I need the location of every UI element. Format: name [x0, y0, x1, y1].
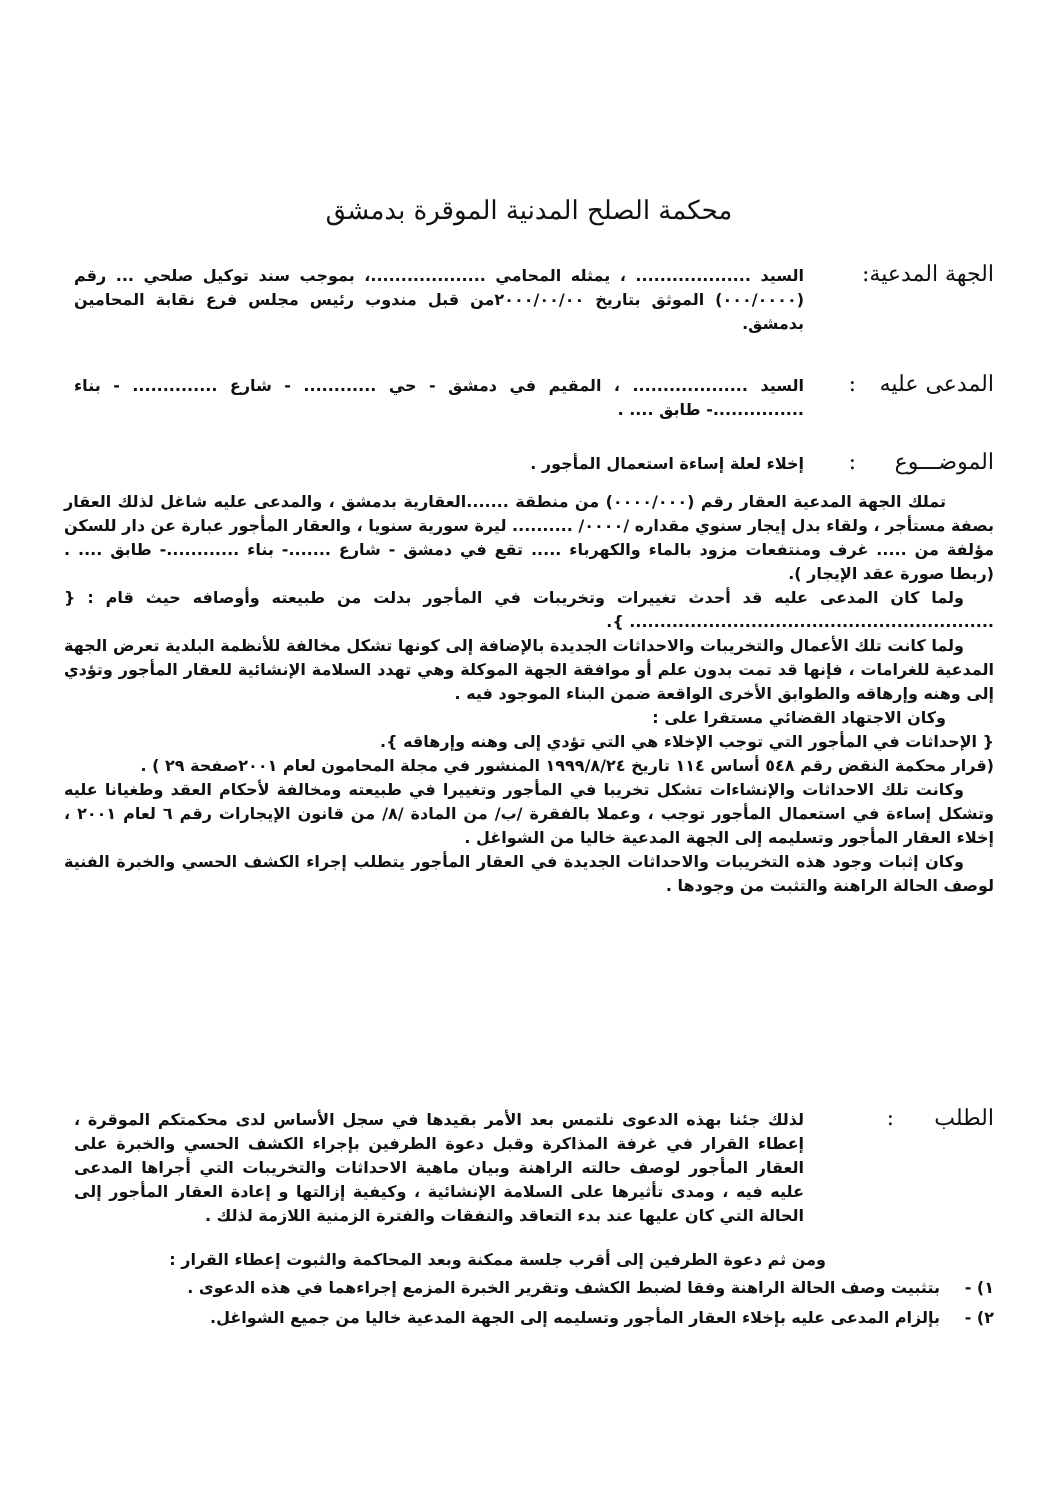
defendant-text: السيد ................... ، المقيم في دمشق - حي ............ - شارع .............. - بناء ...............- طابق .... .	[74, 376, 804, 419]
body-paragraph: وكان إثبات وجود هذه التخريبات والاحداثات الجديدة في العقار المأجور يتطلب إجراء الكشف الحسي والخبرة الفنية لوصف الحالة الراهنة والتثبت من وجودها .	[64, 852, 994, 895]
case-body	[64, 490, 994, 898]
request-list	[64, 1248, 994, 1330]
subject-text: إخلاء لعلة إساءة استعمال المأجور .	[530, 454, 804, 473]
defendant-section	[64, 372, 994, 432]
request-intro: ومن ثم دعوة الطرفين إلى أقرب جلسة ممكنة وبعد المحاكمة والثبوت إعطاء القرار :	[169, 1250, 826, 1269]
body-paragraph: ولما كان المدعى عليه قد أحدث تغييرات وتخريبات في المأجور بدلت من طبيعته وأوصافه حيث قام : { ............................................................ }.	[64, 588, 994, 631]
page-title: محكمة الصلح المدنية الموقرة بدمشق	[325, 196, 733, 226]
request-text: لذلك جئنا بهذه الدعوى نلتمس بعد الأمر بقيدها في سجل الأساس لدى محكمتكم الموقرة ، إعطاء القرار في غرفة المذاكرة وقبل دعوة الطرفين بإجراء الكشف الحسي والخبرة على العقار المأجور لوصف حالته الراهنة وبيان ماهية الاحداثات والتخريبات التي أجراها المدعى عليه فيه ، ومدى تأثيرها على السلامة الإنشائية ، وكيفية إزالتها و إعادة العقار المأجور إلى الحالة التي كان عليها عند بدء التعاقد والنفقات والفترة الزمنية اللازمة لذلك .	[74, 1110, 804, 1225]
request-item-number: ٢) -	[964, 1308, 994, 1327]
body-paragraph: ولما كانت تلك الأعمال والتخريبات والاحداثات الجديدة بالإضافة إلى كونها تشكل مخالفة للأنظمة البلدية تعرض الجهة المدعية للغرامات ، فإنها قد تمت بدون علم أو موافقة الجهة الموكلة وهي تهدد السلامة الإنشائية للعقار المأجور وتؤدي إلى وهنه وإرهاقه والطوابق الأخرى الواقعة ضمن البناء الموجود فيه .	[64, 636, 994, 703]
body-paragraph: وكانت تلك الاحداثات والإنشاءات تشكل تخريبا في المأجور وتغييرا في طبيعته ومخالفة لأحكام العقد وطغيانا عليه وتشكل إساءة في استعمال المأجور توجب ، وعملا بالفقرة /ب/ من المادة /٨/ من قانون الإيجارات رقم ٦ لعام ٢٠٠١ ، إخلاء العقار المأجور وتسليمه إلى الجهة المدعية خاليا من الشواغل .	[64, 780, 994, 847]
plaintiff-label: الجهة المدعية:	[862, 262, 994, 287]
subject-label: الموضـــوع	[894, 450, 994, 475]
body-paragraph: وكان الاجتهاد القضائي مستقرا على :	[652, 708, 946, 727]
defendant-colon: :	[848, 372, 856, 397]
request-label: الطلب	[934, 1106, 994, 1131]
defendant-label: المدعى عليه	[879, 372, 994, 397]
body-quote: { الإحداثات في المأجور التي توجب الإخلاء هي التي تؤدي إلى وهنه وإرهاقه }.	[380, 732, 994, 751]
request-colon: :	[886, 1106, 894, 1131]
request-section	[64, 1106, 994, 1466]
subject-section	[64, 450, 994, 484]
body-paragraph: تملك الجهة المدعية العقار رقم (٠٠٠٠/٠٠٠) من منطقة .......العقارية بدمشق ، والمدعى عليه شاغل لذلك العقار بصفة مستأجر ، ولقاء بدل إيجار سنوي مقداره /٠٠٠٠/ .......... ليرة سورية سنويا ، والعقار المأجور عبارة عن دار للسكن مؤلفة من ..... غرف ومنتفعات مزود بالماء والكهرباء ..... تقع في دمشق - شارع .......- بناء ............- طابق .... . (ربطا صورة عقد الإيجار ).	[64, 492, 995, 583]
request-item-number: ١) -	[964, 1278, 994, 1297]
plaintiff-section	[64, 262, 994, 362]
request-item	[64, 1306, 994, 1330]
plaintiff-text: السيد ................... ، يمثله المحامي ...................، بموجب سند توكيل صلحي ... رقم (٠٠٠/٠٠٠٠) الموثق بتاريخ ٢٠٠٠/٠٠/٠٠من قبل مندوب رئيس مجلس فرع نقابة المحامين بدمشق.	[74, 266, 805, 333]
body-citation: (قرار محكمة النقض رقم ٥٤٨ أساس ١١٤ تاريخ ١٩٩٩/٨/٢٤ المنشور في مجلة المحامون لعام ٢٠٠١صفحة ٢٩ ) .	[140, 756, 994, 775]
request-item	[64, 1276, 994, 1300]
request-item-text: بتثبيت وصف الحالة الراهنة وفقا لضبط الكشف وتقرير الخبرة المزمع إجراءهما في هذه الدعوى .	[187, 1278, 940, 1297]
subject-colon: :	[848, 450, 856, 475]
request-item-text: بإلزام المدعى عليه بإخلاء العقار المأجور وتسليمه إلى الجهة المدعية خاليا من جميع الشواغل.	[209, 1308, 940, 1327]
